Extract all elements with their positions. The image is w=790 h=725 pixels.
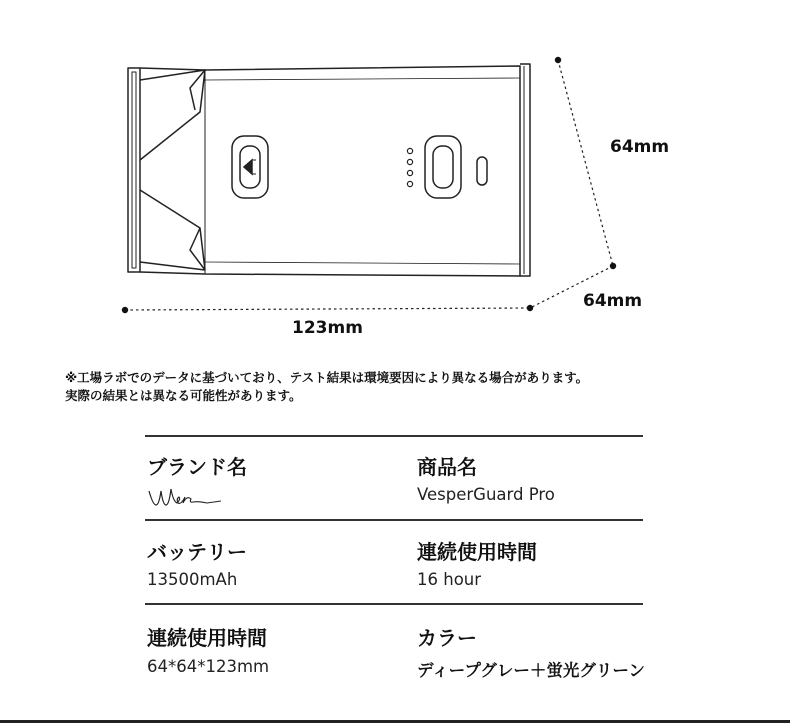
disclaimer-line-2: 実際の結果とは異なる可能性があります。 [65,388,302,403]
runtime-label: 連続使用時間 [417,540,537,564]
color-label: カラー [417,626,477,650]
dimension-length-label: 123mm [292,318,363,338]
table-rule [145,435,643,437]
disclaimer-line-1: ※工場ラボでのデータに基づいており、テスト結果は環境要因により異なる場合があります。 [65,370,589,385]
device-outline [128,64,530,276]
size-label: 連続使用時間 [147,626,267,650]
table-rule [145,603,643,605]
bottom-divider [0,720,790,723]
dimension-height-label: 64mm [583,291,643,311]
battery-indicator-leds [407,148,412,186]
product-name-value: VesperGuard Pro [417,485,555,504]
color-value: ディープグレー＋蛍光グリーン [417,661,646,680]
runtime-value: 16 hour [417,570,482,589]
table-rule [145,519,643,521]
brand-signature-logo [147,485,227,511]
power-button [425,136,461,198]
brand-label: ブランド名 [147,455,247,479]
dimension-lines [125,60,613,310]
battery-label: バッテリー [147,540,247,564]
product-name-label: 商品名 [417,455,477,479]
disclaimer-note [65,369,765,405]
left-button [232,136,268,198]
size-value: 64*64*123mm [147,657,270,676]
battery-value: 13500mAh [147,570,238,589]
dimension-depth-label: 64mm [610,137,670,157]
product-illustration [0,0,790,360]
usb-c-port [477,157,487,185]
brand-logo [147,485,227,515]
